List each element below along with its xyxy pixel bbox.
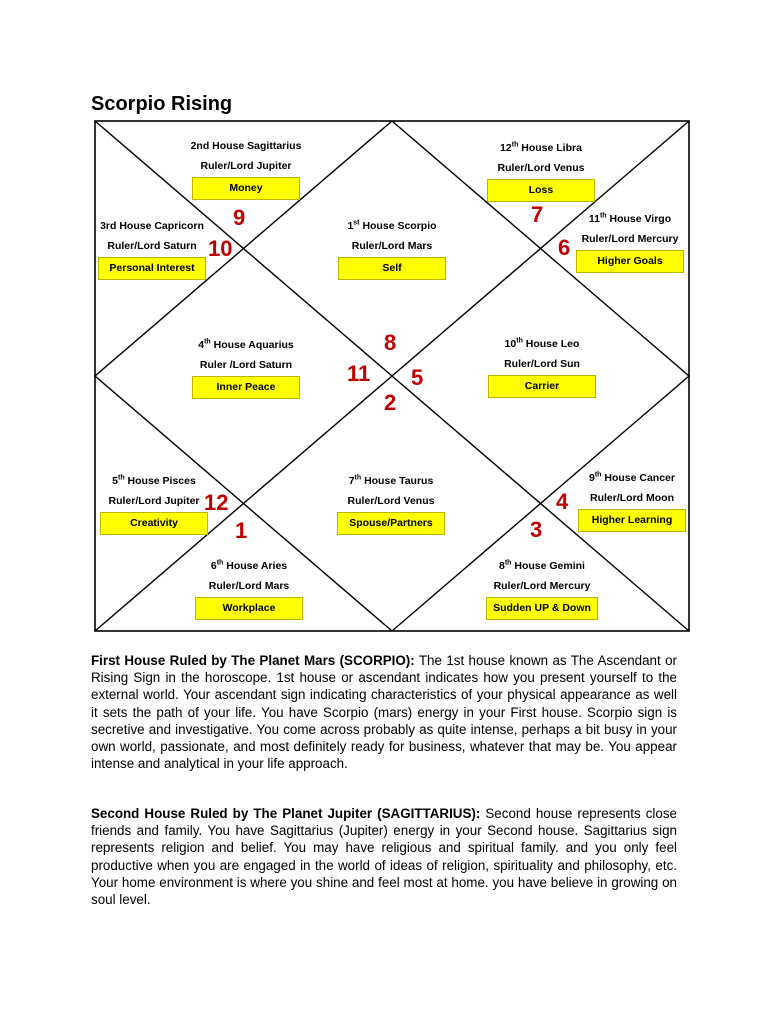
house-2 [166, 140, 326, 200]
house-theme: Workplace [195, 597, 303, 620]
house-ruler: Ruler/Lord Sun [504, 358, 580, 370]
house-ruler: Ruler/Lord Venus [497, 162, 585, 174]
house-ruler: Ruler/Lord Jupiter [200, 160, 292, 172]
first-house-paragraph [91, 652, 677, 772]
paragraph-heading: First House Ruled by The Planet Mars (SCORPIO): [91, 653, 415, 668]
house-theme: Spouse/Partners [337, 512, 445, 535]
house-theme: Creativity [100, 512, 208, 535]
sign-number-7: 7 [531, 202, 544, 227]
paragraph-body: The 1st house known as The Ascendant or Rising Sign in the horoscope. 1st house or ascendant indicates how you present yourself to the external world. Your ascendant sign indicating characteristics of your physical appearance as well it sets the path of your life. You have Scorpio (mars) energy in your First house. Scorpio sign is secretive and investigative. You come across probably as quite intense, perhaps a bit busy in your own world, passionate, and most definitely ready for business, whatever that may be. You appear intense and analytical in your life approach. [91, 653, 678, 772]
house-title: 3rd House Capricorn [100, 220, 204, 232]
house-title: 7th House Taurus [348, 474, 434, 487]
house-title: 4th House Aquarius [198, 338, 294, 351]
house-title: 6th House Aries [210, 559, 288, 572]
house-ruler: Ruler/Lord Mercury [581, 233, 679, 245]
house-title: 10th House Leo [504, 337, 580, 350]
house-ruler: Ruler/Lord Mars [351, 240, 433, 252]
house-ruler: Ruler /Lord Saturn [199, 359, 293, 371]
house-title: 2nd House Sagittarius [190, 140, 302, 152]
house-title: 9th House Cancer [589, 471, 675, 484]
house-theme: Money [192, 177, 300, 200]
sign-number-8: 8 [384, 330, 397, 355]
house-7 [311, 475, 471, 535]
sign-number-6: 6 [558, 235, 571, 260]
house-theme: Sudden UP & Down [486, 597, 598, 620]
house-10 [462, 338, 622, 398]
house-theme: Carrier [488, 375, 596, 398]
house-9 [552, 472, 712, 532]
house-theme: Self [338, 257, 446, 280]
page-title: Scorpio Rising [91, 93, 233, 115]
house-ruler: Ruler/Lord Mercury [493, 580, 591, 592]
paragraph-body: Second house represents close friends and family. You have Sagittarius (Jupiter) energy in your Second house. Sagittarius sign represents religion and belief. You may have religious and spiritual family. and you only feel productive when you are engaged in the world of ideas of religion, spirituality and philosophy, etc. Your home environment is where you shine and feel most at home. you have believe in growing on soul level. [91, 806, 677, 908]
house-11 [550, 213, 710, 273]
paragraph-heading: Second House Ruled by The Planet Jupiter (SAGITTARIUS): [91, 806, 481, 821]
sign-number-3: 3 [530, 517, 543, 542]
sign-number-12: 12 [204, 490, 229, 515]
house-12 [461, 142, 621, 202]
house-theme: Loss [487, 179, 595, 202]
house-8 [462, 560, 622, 620]
house-title: 1st House Scorpio [347, 219, 437, 232]
sign-number-11: 11 [347, 361, 371, 386]
house-ruler: Ruler/Lord Venus [347, 495, 435, 507]
house-title: 5th House Pisces [112, 474, 196, 487]
sign-number-2: 2 [384, 390, 397, 415]
birth-chart [94, 120, 690, 632]
house-ruler: Ruler/Lord Moon [590, 492, 674, 504]
house-6 [169, 560, 329, 620]
sign-number-1: 1 [235, 518, 248, 543]
house-title: 8th House Gemini [499, 559, 585, 572]
house-ruler: Ruler/Lord Jupiter [108, 495, 200, 507]
house-title: 11th House Virgo [588, 212, 672, 225]
sign-number-9: 9 [233, 205, 246, 230]
sign-number-5: 5 [411, 365, 424, 390]
house-ruler: Ruler/Lord Mars [208, 580, 290, 592]
house-title: 12th House Libra [500, 141, 582, 154]
house-1 [312, 220, 472, 280]
house-theme: Higher Learning [578, 509, 686, 532]
house-theme: Inner Peace [192, 376, 300, 399]
house-theme: Higher Goals [576, 250, 684, 273]
house-ruler: Ruler/Lord Saturn [107, 240, 197, 252]
sign-number-10: 10 [208, 236, 233, 261]
second-house-paragraph [91, 805, 677, 908]
sign-number-4: 4 [556, 489, 569, 514]
house-4 [166, 339, 326, 399]
house-theme: Personal Interest [98, 257, 206, 280]
